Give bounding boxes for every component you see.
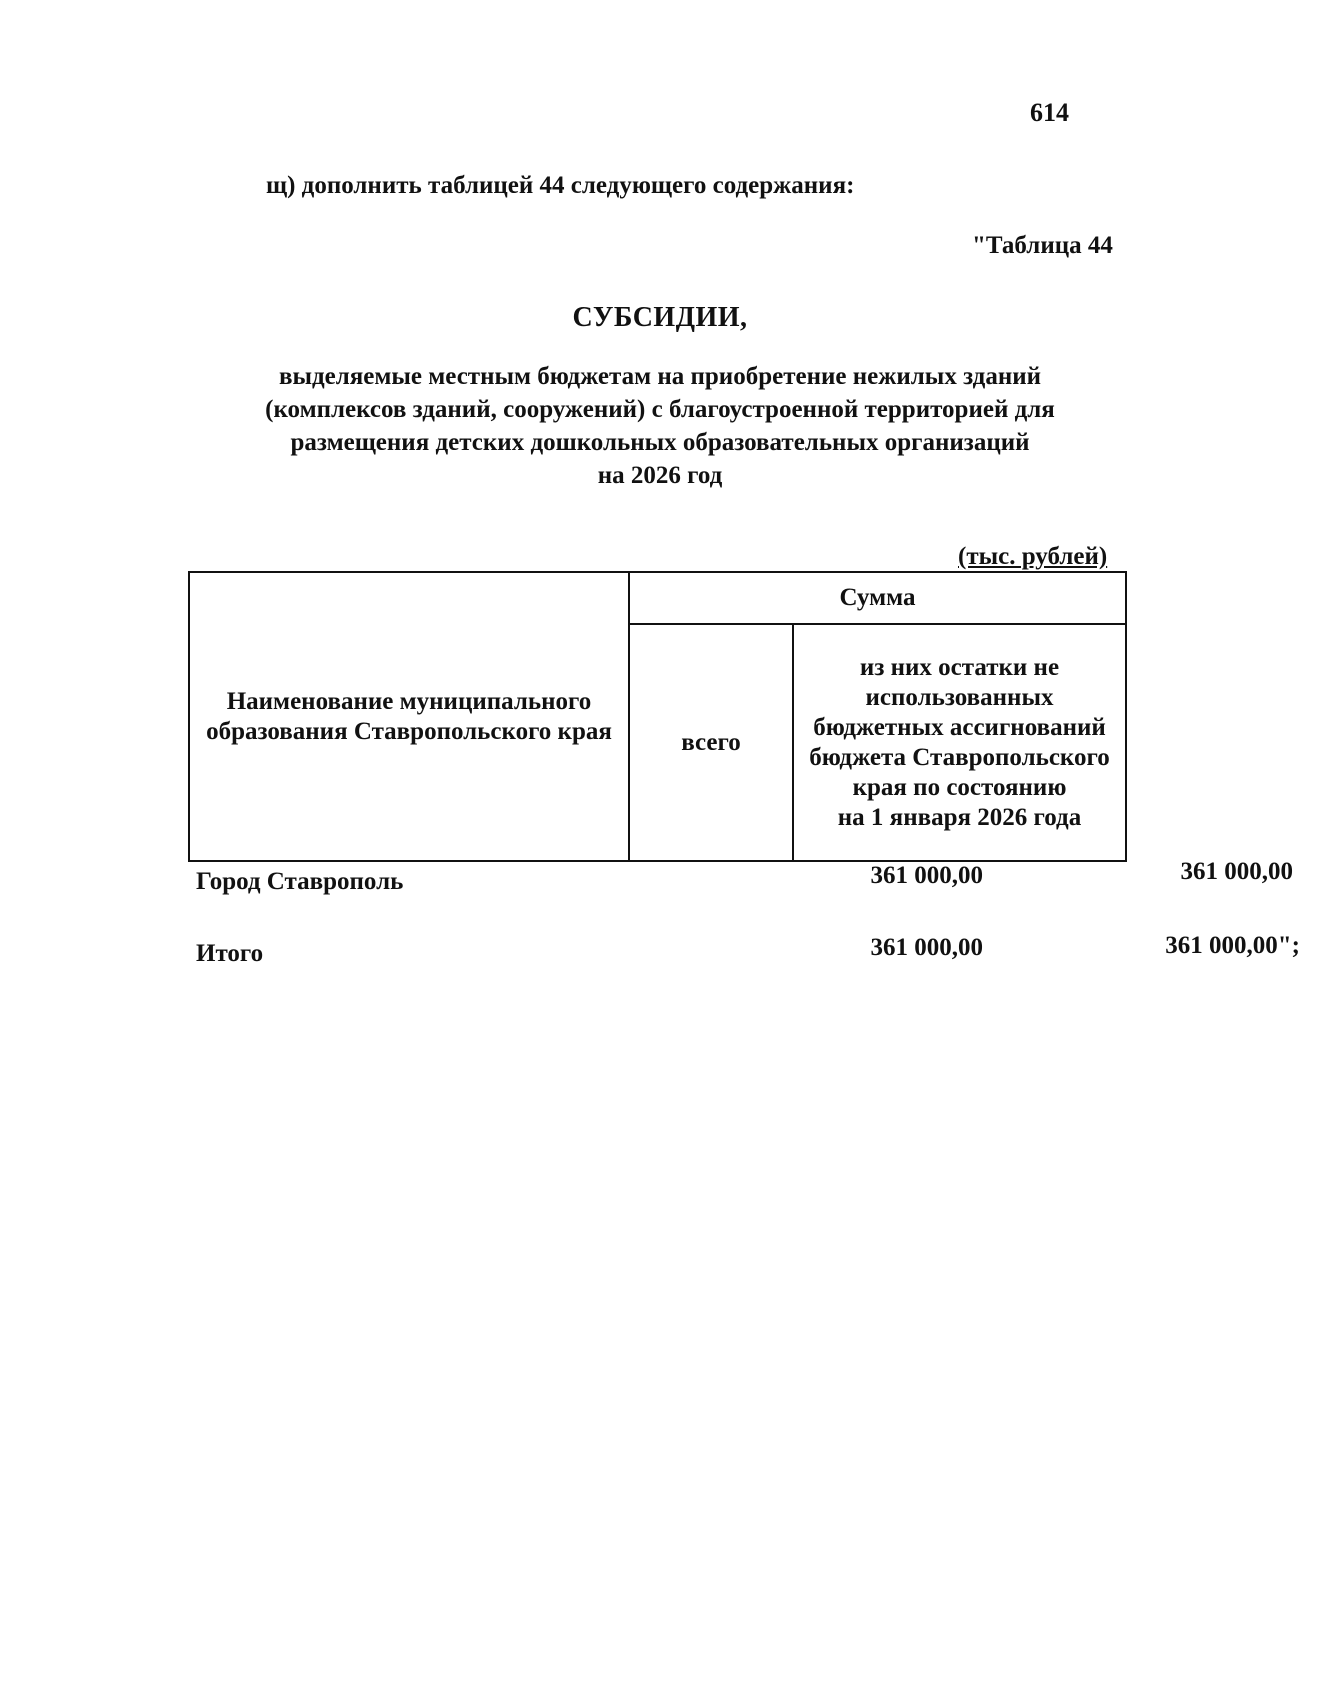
page-number: 614 <box>1030 98 1069 127</box>
header-name-line: Наименование муниципального <box>226 687 592 715</box>
document-subtitle <box>200 360 1120 492</box>
table-label: "Таблица 44 <box>972 232 1113 259</box>
row-total-value: 361 000,00 <box>870 934 983 961</box>
row-municipality-name: Город Ставрополь <box>196 868 404 895</box>
subtitle-line: размещения детских дошкольных образовательных организаций <box>290 429 1030 456</box>
subtitle-line: на 2026 год <box>597 462 723 489</box>
subtitle-line: (комплексов зданий, сооружений) с благоустроенной территорией для <box>265 396 1055 423</box>
document-title: СУБСИДИИ, <box>572 302 748 333</box>
row-municipality-name: Итого <box>196 940 264 967</box>
header-rest-line: бюджета Ставропольского <box>809 743 1110 771</box>
header-name-line: образования Ставропольского края <box>206 717 612 745</box>
header-sum: Сумма <box>629 572 1126 624</box>
table-row <box>188 858 1293 902</box>
subtitle-line: выделяемые местным бюджетам на приобретение нежилых зданий <box>278 363 1042 390</box>
row-rest-value: 361 000,00 <box>1180 858 1293 885</box>
header-rest-line: бюджетных ассигнований <box>813 713 1106 741</box>
units-label: (тыс. рублей) <box>958 543 1108 570</box>
header-rest-line: на 1 января 2026 года <box>837 803 1082 831</box>
header-rest-line: края по состоянию <box>852 773 1067 801</box>
header-municipality-name <box>189 572 629 861</box>
header-total: всего <box>629 624 793 861</box>
intro-text: щ) дополнить таблицей 44 следующего содержания: <box>266 172 855 199</box>
header-row-top <box>189 572 1126 624</box>
row-rest-value: 361 000,00"; <box>1165 932 1300 959</box>
row-total-value: 361 000,00 <box>870 862 983 889</box>
header-remaining-balance <box>793 624 1126 861</box>
subsidy-table-header <box>188 571 1127 862</box>
table-row-total <box>188 932 1300 974</box>
header-rest-line: использованных <box>865 683 1054 711</box>
header-rest-line: из них остатки не <box>859 653 1060 681</box>
